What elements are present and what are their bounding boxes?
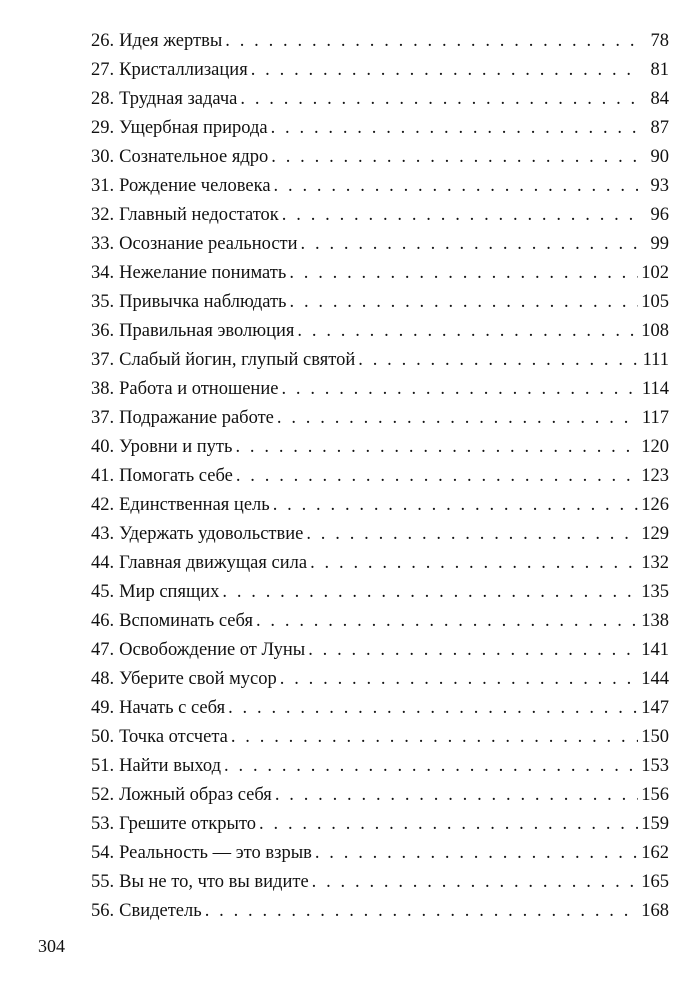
toc-entry-number: 53. [91, 814, 115, 834]
toc-entry-title: Сознательное ядро [119, 147, 269, 167]
toc-entry [91, 636, 669, 665]
dot-leader [256, 607, 638, 636]
toc-entry-number: 45. [91, 582, 115, 602]
dot-leader [228, 694, 638, 723]
toc-entry-title: Подражание работе [119, 408, 274, 428]
toc-entry-page: 141 [641, 640, 669, 660]
toc-entry-title: Привычка наблюдать [119, 292, 287, 312]
toc-entry [91, 259, 669, 288]
toc-entry [91, 85, 669, 114]
toc-entry [91, 433, 669, 462]
toc-entry-page: 147 [641, 698, 669, 718]
dot-leader [205, 897, 638, 926]
toc-entry-number: 35. [91, 292, 115, 312]
toc-entry [91, 56, 669, 85]
toc-entry-number: 41. [91, 466, 115, 486]
toc-entry-page: 84 [650, 89, 669, 109]
toc-entry-page: 165 [641, 872, 669, 892]
dot-leader [280, 665, 638, 694]
toc-entry-number: 56. [91, 901, 115, 921]
toc-entry-title: Уровни и путь [119, 437, 233, 457]
toc-entry-title: Рождение человека [119, 176, 271, 196]
dot-leader [231, 723, 638, 752]
toc-entry-title: Удержать удовольствие [119, 524, 304, 544]
toc-entry [91, 114, 669, 143]
toc-entry-title: Единственная цель [119, 495, 270, 515]
dot-leader [251, 56, 638, 85]
toc-entry-page: 78 [650, 31, 669, 51]
toc-entry-title: Мир спящих [119, 582, 220, 602]
toc-entry-number: 28. [91, 89, 115, 109]
toc-entry-number: 51. [91, 756, 115, 776]
toc-entry-title: Вы не то, что вы видите [119, 872, 309, 892]
toc-entry-page: 81 [650, 60, 669, 80]
dot-leader [259, 810, 638, 839]
dot-leader [301, 230, 638, 259]
toc-entry [91, 288, 669, 317]
dot-leader [225, 27, 638, 56]
toc-entry-title: Свидетель [119, 901, 202, 921]
toc-entry-number: 43. [91, 524, 115, 544]
toc-entry [91, 578, 669, 607]
toc-entry-title: Ущербная природа [119, 118, 268, 138]
toc-entry [91, 868, 669, 897]
toc-entry-title: Реальность — это взрыв [119, 843, 312, 863]
dot-leader [297, 317, 638, 346]
toc-entry-page: 111 [642, 350, 669, 370]
dot-leader [315, 839, 638, 868]
toc-entry-title: Трудная задача [119, 89, 238, 109]
dot-leader [312, 868, 638, 897]
toc-entry-page: 96 [650, 205, 669, 225]
toc-entry-title: Начать с себя [119, 698, 226, 718]
toc-entry [91, 230, 669, 259]
toc-entry [91, 897, 669, 926]
dot-leader [275, 781, 638, 810]
toc-entry-title: Грешите открыто [119, 814, 257, 834]
toc-entry-number: 54. [91, 843, 115, 863]
toc-entry-number: 29. [91, 118, 115, 138]
toc-entry [91, 404, 669, 433]
toc-entry-title: Слабый йогин, глупый святой [119, 350, 356, 370]
toc-entry-page: 99 [650, 234, 669, 254]
dot-leader [310, 549, 638, 578]
toc-entry [91, 665, 669, 694]
toc-entry-page: 132 [641, 553, 669, 573]
toc-entry-title: Идея жертвы [119, 31, 223, 51]
dot-leader [224, 752, 638, 781]
toc-entry-page: 120 [641, 437, 669, 457]
toc-entry-page: 156 [641, 785, 669, 805]
dot-leader [281, 375, 638, 404]
toc-entry-number: 38. [91, 379, 115, 399]
toc-entry-page: 123 [641, 466, 669, 486]
toc-entry-page: 168 [641, 901, 669, 921]
toc-entry-title: Главная движущая сила [119, 553, 308, 573]
toc-entry-title: Работа и отношение [119, 379, 279, 399]
toc-entry [91, 317, 669, 346]
dot-leader [222, 578, 638, 607]
page-number: 304 [38, 936, 65, 956]
toc-entry-number: 40. [91, 437, 115, 457]
toc-entry [91, 549, 669, 578]
toc-entry-number: 50. [91, 727, 115, 747]
dot-leader [306, 520, 638, 549]
table-of-contents [91, 27, 669, 926]
toc-entry-number: 46. [91, 611, 115, 631]
toc-entry [91, 172, 669, 201]
toc-entry [91, 346, 669, 375]
toc-entry [91, 143, 669, 172]
dot-leader [282, 201, 638, 230]
toc-entry [91, 723, 669, 752]
toc-entry-number: 37. [91, 350, 115, 370]
dot-leader [290, 288, 639, 317]
toc-entry-title: Освобождение от Луны [119, 640, 306, 660]
toc-entry-number: 32. [91, 205, 115, 225]
toc-entry-number: 44. [91, 553, 115, 573]
toc-entry-number: 26. [91, 31, 115, 51]
toc-entry-number: 30. [91, 147, 115, 167]
toc-entry [91, 607, 669, 636]
toc-entry [91, 810, 669, 839]
toc-entry-number: 36. [91, 321, 115, 341]
toc-entry-page: 117 [641, 408, 669, 428]
toc-entry-title: Ложный образ себя [119, 785, 272, 805]
toc-entry-title: Нежелание понимать [119, 263, 287, 283]
toc-entry-page: 105 [641, 292, 669, 312]
toc-entry-page: 126 [641, 495, 669, 515]
toc-entry [91, 27, 669, 56]
toc-entry [91, 491, 669, 520]
toc-entry-title: Точка отсчета [119, 727, 228, 747]
toc-entry-number: 52. [91, 785, 115, 805]
toc-entry [91, 752, 669, 781]
dot-leader [274, 172, 638, 201]
toc-entry-number: 33. [91, 234, 115, 254]
toc-entry-number: 55. [91, 872, 115, 892]
toc-entry-number: 27. [91, 60, 115, 80]
toc-entry-number: 42. [91, 495, 115, 515]
toc-entry [91, 520, 669, 549]
toc-entry-page: 138 [641, 611, 669, 631]
toc-entry [91, 781, 669, 810]
toc-entry-title: Уберите свой мусор [119, 669, 277, 689]
toc-entry-title: Кристаллизация [119, 60, 248, 80]
toc-entry-page: 102 [641, 263, 669, 283]
dot-leader [271, 114, 638, 143]
toc-entry-title: Осознание реальности [119, 234, 298, 254]
dot-leader [240, 85, 638, 114]
toc-entry-page: 87 [650, 118, 669, 138]
dot-leader [358, 346, 638, 375]
dot-leader [235, 433, 638, 462]
dot-leader [277, 404, 638, 433]
toc-entry-title: Правильная эволюция [119, 321, 295, 341]
dot-leader [273, 491, 638, 520]
toc-entry [91, 201, 669, 230]
toc-entry-number: 47. [91, 640, 115, 660]
toc-entry-page: 153 [641, 756, 669, 776]
toc-entry-page: 159 [641, 814, 669, 834]
toc-entry-number: 34. [91, 263, 115, 283]
toc-entry-page: 90 [650, 147, 669, 167]
toc-entry-page: 129 [641, 524, 669, 544]
dot-leader [308, 636, 638, 665]
dot-leader [289, 259, 638, 288]
toc-entry [91, 839, 669, 868]
toc-entry-number: 49. [91, 698, 115, 718]
toc-entry-page: 150 [641, 727, 669, 747]
dot-leader [236, 462, 638, 491]
dot-leader [271, 143, 638, 172]
toc-entry-title: Главный недостаток [119, 205, 279, 225]
toc-entry-title: Вспоминать себя [119, 611, 253, 631]
toc-entry [91, 694, 669, 723]
toc-entry-title: Найти выход [119, 756, 222, 776]
toc-entry-number: 48. [91, 669, 115, 689]
toc-entry-number: 31. [91, 176, 115, 196]
toc-entry [91, 375, 669, 404]
toc-entry-page: 114 [641, 379, 669, 399]
toc-entry [91, 462, 669, 491]
toc-entry-number: 37. [91, 408, 115, 428]
toc-entry-page: 144 [641, 669, 669, 689]
toc-entry-page: 93 [650, 176, 669, 196]
toc-entry-page: 162 [641, 843, 669, 863]
toc-entry-title: Помогать себе [119, 466, 233, 486]
toc-entry-page: 135 [641, 582, 669, 602]
toc-entry-page: 108 [641, 321, 669, 341]
